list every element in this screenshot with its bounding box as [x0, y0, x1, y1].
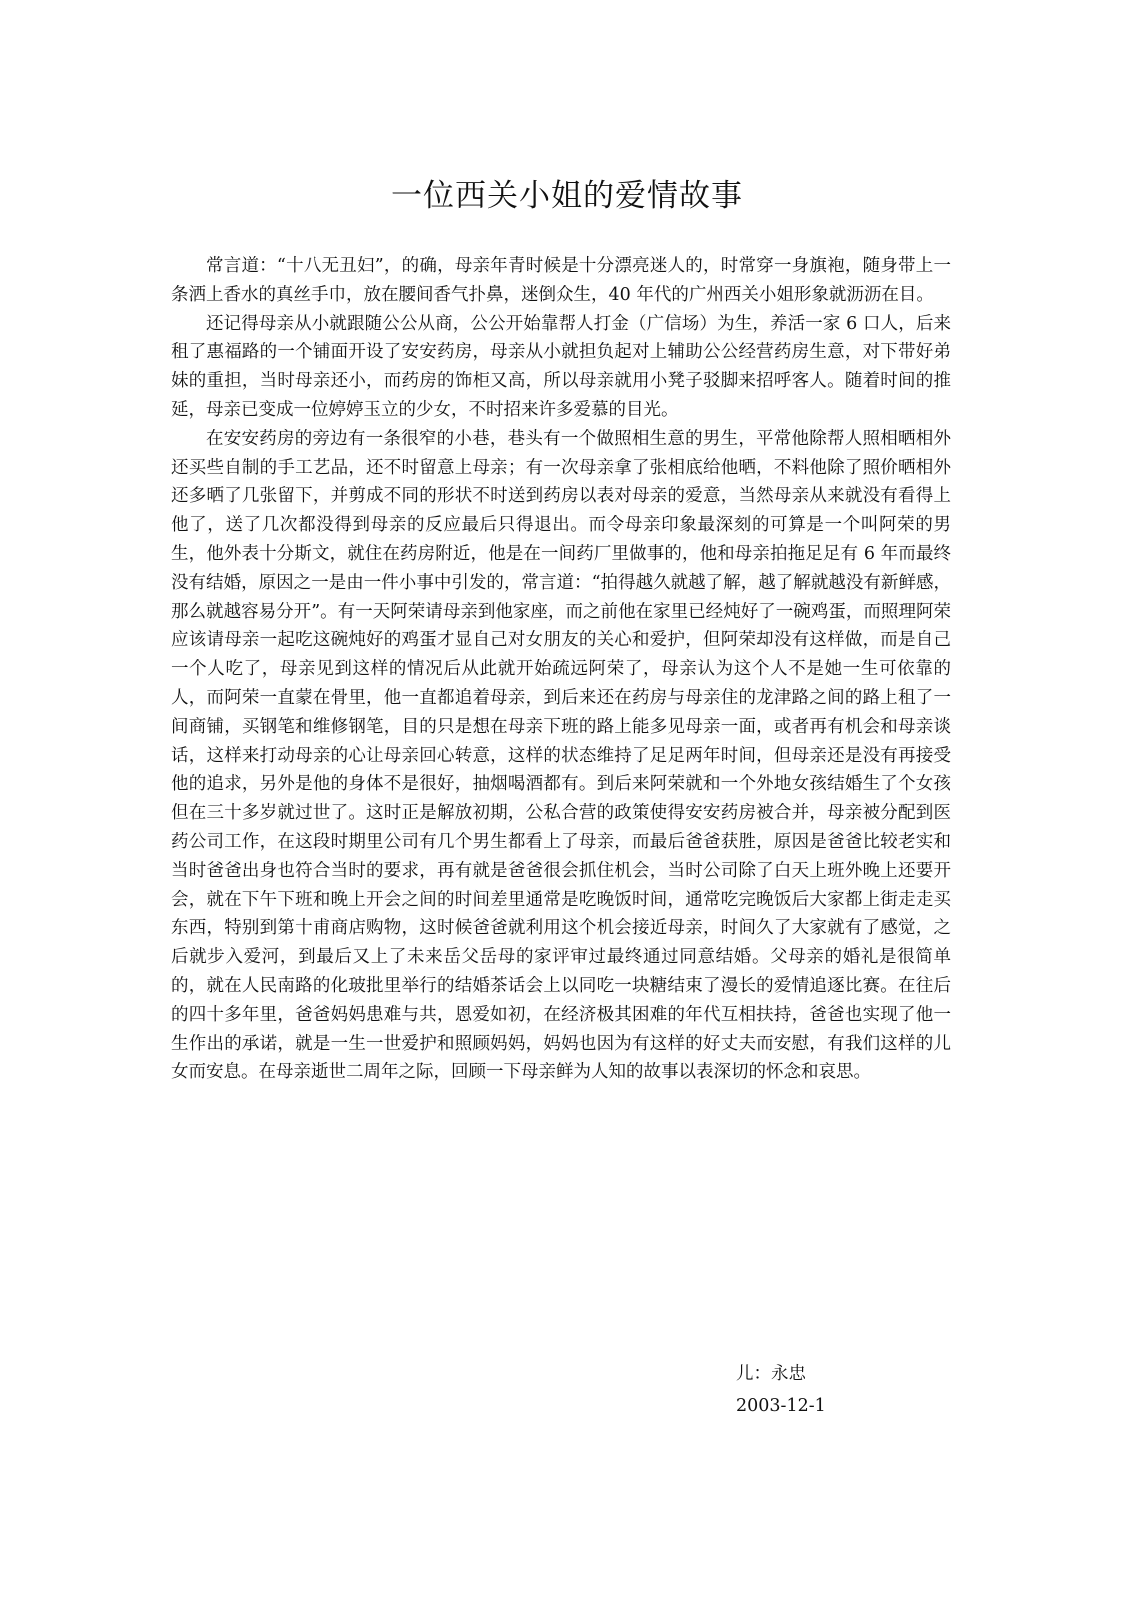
signature-block — [736, 1358, 826, 1422]
signature-author: 儿：永忠 — [736, 1364, 806, 1384]
paragraph-1: 常言道：“十八无丑妇”，的确，母亲年青时候是十分漂亮迷人的，时常穿一身旗袍，随身带上一条洒上香水的真丝手巾，放在腰间香气扑鼻，迷倒众生，40 年代的广州西关小姐形象就沥沥在目。 — [171, 256, 951, 305]
paragraph-2: 还记得母亲从小就跟随公公从商，公公开始靠帮人打金（广信场）为生，养活一家 6 口人，后来租了惠福路的一个铺面开设了安安药房，母亲从小就担负起对上辅助公公经营药房生意，对下带好弟妹的重担，当时母亲还小，而药房的饰柜又高，所以母亲就用小凳子驳脚来招呼客人。随着时间的推延，母亲已变成一位婷婷玉立的少女，不时招来许多爱慕的目光。 — [171, 313, 951, 420]
signature-date: 2003-12-1 — [736, 1396, 826, 1416]
paragraph-3: 在安安药房的旁边有一条很窄的小巷，巷头有一个做照相生意的男生，平常他除帮人照相晒相外还买些自制的手工艺品，还不时留意上母亲；有一次母亲拿了张相底给他晒，不料他除了照价晒相外还多晒了几张留下，并剪成不同的形状不时送到药房以表对母亲的爱意，当然母亲从来就没有看得上他了，送了几次都没得到母亲的反应最后只得退出。而令母亲印象最深刻的可算是一个叫阿荣的男生，他外表十分斯文，就住在药房附近，他是在一间药厂里做事的，他和母亲拍拖足足有 6 年而最终没有结婚，原因之一是由一件小事中引发的，常言道：“拍得越久就越了解，越了解就越没有新鲜感，那么就越容易分开”。有一天阿荣请母亲到他家座，而之前他在家里已经炖好了一碗鸡蛋，而照理阿荣应该请母亲一起吃这碗炖好的鸡蛋才显自己对女朋友的关心和爱护，但阿荣却没有这样做，而是自己一个人吃了，母亲见到这样的情况后从此就开始疏远阿荣了，母亲认为这个人不是她一生可依靠的人，而阿荣一直蒙在骨里，他一直都追着母亲，到后来还在药房与母亲住的龙津路之间的路上租了一间商铺，买钢笔和维修钢笔，目的只是想在母亲下班的路上能多见母亲一面，或者再有机会和母亲谈话，这样来打动母亲的心让母亲回心转意，这样的状态维持了足足两年时间，但母亲还是没有再接受他的追求，另外是他的身体不是很好，抽烟喝酒都有。到后来阿荣就和一个外地女孩结婚生了个女孩但在三十多岁就过世了。这时正是解放初期，公私合营的政策使得安安药房被合并，母亲被分配到医药公司工作，在这段时期里公司有几个男生都看上了母亲，而最后爸爸获胜，原因是爸爸比较老实和当时爸爸出身也符合当时的要求，再有就是爸爸很会抓住机会，当时公司除了白天上班外晚上还要开会，就在下午下班和晚上开会之间的时间差里通常是吃晚饭时间，通常吃完晚饭后大家都上街走走买东西，特别到第十甫商店购物，这时候爸爸就利用这个机会接近母亲，时间久了大家就有了感觉，之后就步入爱河，到最后又上了未来岳父岳母的家评审过最终通过同意结婚。父母亲的婚礼是很简单的，就在人民南路的化玻批里举行的结婚茶话会上以同吃一块糖结束了漫长的爱情追逐比赛。在往后的四十多年里，爸爸妈妈患难与共，恩爱如初，在经济极其困难的年代互相扶持，爸爸也实现了他一生作出的承诺，就是一生一世爱护和照顾妈妈，妈妈也因为有这样的好丈夫而安慰，有我们这样的儿女而安息。在母亲逝世二周年之际，回顾一下母亲鲜为人知的故事以表深切的怀念和哀思。 — [171, 428, 951, 1083]
document-body — [171, 252, 951, 1087]
document-title: 一位西关小姐的爱情故事 — [391, 178, 743, 214]
